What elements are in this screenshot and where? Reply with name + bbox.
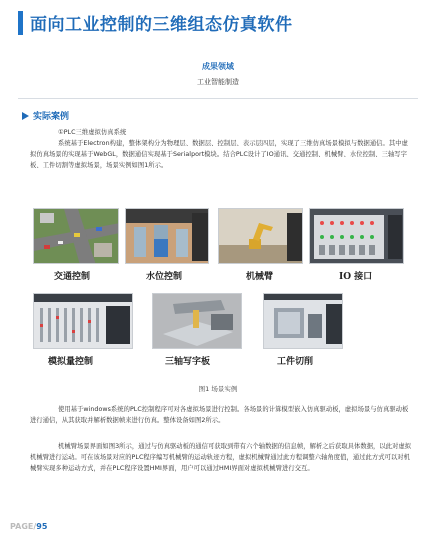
- page-footer: [10, 522, 47, 531]
- water-level-control-image: [125, 208, 209, 264]
- page-title: 面向工业控制的三维组态仿真软件: [30, 15, 293, 35]
- title-block: [18, 10, 293, 35]
- label-three-axis-writing-board: 三轴写字板: [165, 357, 211, 367]
- io-interface-image: [309, 208, 404, 264]
- paragraph-2: 使用基于windows系统的PLC控制程序可对各虚拟场景进行控制。各场景的计算模型嵌入仿真驱动板，虚拟场景与仿真驱动板进行通信，从其获取并解析数据帧来进行仿真。整体设备如图2所示。: [30, 406, 409, 424]
- case-heading-text: 实际案例: [33, 112, 70, 122]
- page-prefix: PAGE/: [10, 522, 37, 531]
- label-traffic-control: 交通控制: [54, 272, 91, 282]
- label-water-level-control: 水位控制: [146, 272, 183, 282]
- section-label: 成果领域: [202, 62, 234, 71]
- paragraph-1: 系统基于Electron构建，整体架构分为物理层、数据层、控制层、表示层四层，实现了三维仿真场景模拟与数据通信。其中虚拟仿真场景的实现基于WebGL，数据通信实现基于Serialport模块。结合PLC设计了IO通讯、交通控制、机械臂、水位控制、三轴写字板、工件切割等虚拟场景，场景实例如图1所示。: [30, 140, 408, 169]
- title-accent-bar: [18, 11, 23, 35]
- three-axis-writing-board-image: [152, 293, 242, 349]
- label-analog-control: 模拟量控制: [48, 357, 94, 367]
- robot-arm-image: [218, 208, 303, 264]
- triangle-bullet-icon: [22, 112, 29, 120]
- label-workpiece-cutting: 工件切削: [277, 357, 314, 367]
- case-heading: [22, 109, 69, 122]
- label-io-interface: IO 接口: [339, 272, 373, 282]
- traffic-control-image: [33, 208, 119, 264]
- workpiece-cutting-image: [263, 293, 343, 349]
- paragraph-3: 机械臂场景界面如图3所示，通过与仿真驱动板的通信可获取到带有六个轴数据的信息帧，解析之后获取具体数据，以此对虚拟机械臂进行运动。可在该场景对应的PLC程序编写机械臂的运动轨迹方程，虚拟机械臂通过此方程调整六轴角度值，通过此方式可以对机械臂实现多种运动方式，并在PLC程序设置HMI界面，用户可以通过HMI界面对虚拟机械臂进行交互。: [30, 443, 412, 472]
- figure-caption: 图1 场景实例: [198, 385, 238, 393]
- label-robot-arm: 机械臂: [246, 272, 274, 282]
- analog-control-image: [33, 293, 133, 349]
- page-number: 95: [36, 522, 48, 531]
- divider: [18, 98, 418, 99]
- subsection-label: 工业智能制造: [197, 78, 239, 86]
- sub-item-title: ①PLC三维虚拟仿真系统: [58, 129, 127, 136]
